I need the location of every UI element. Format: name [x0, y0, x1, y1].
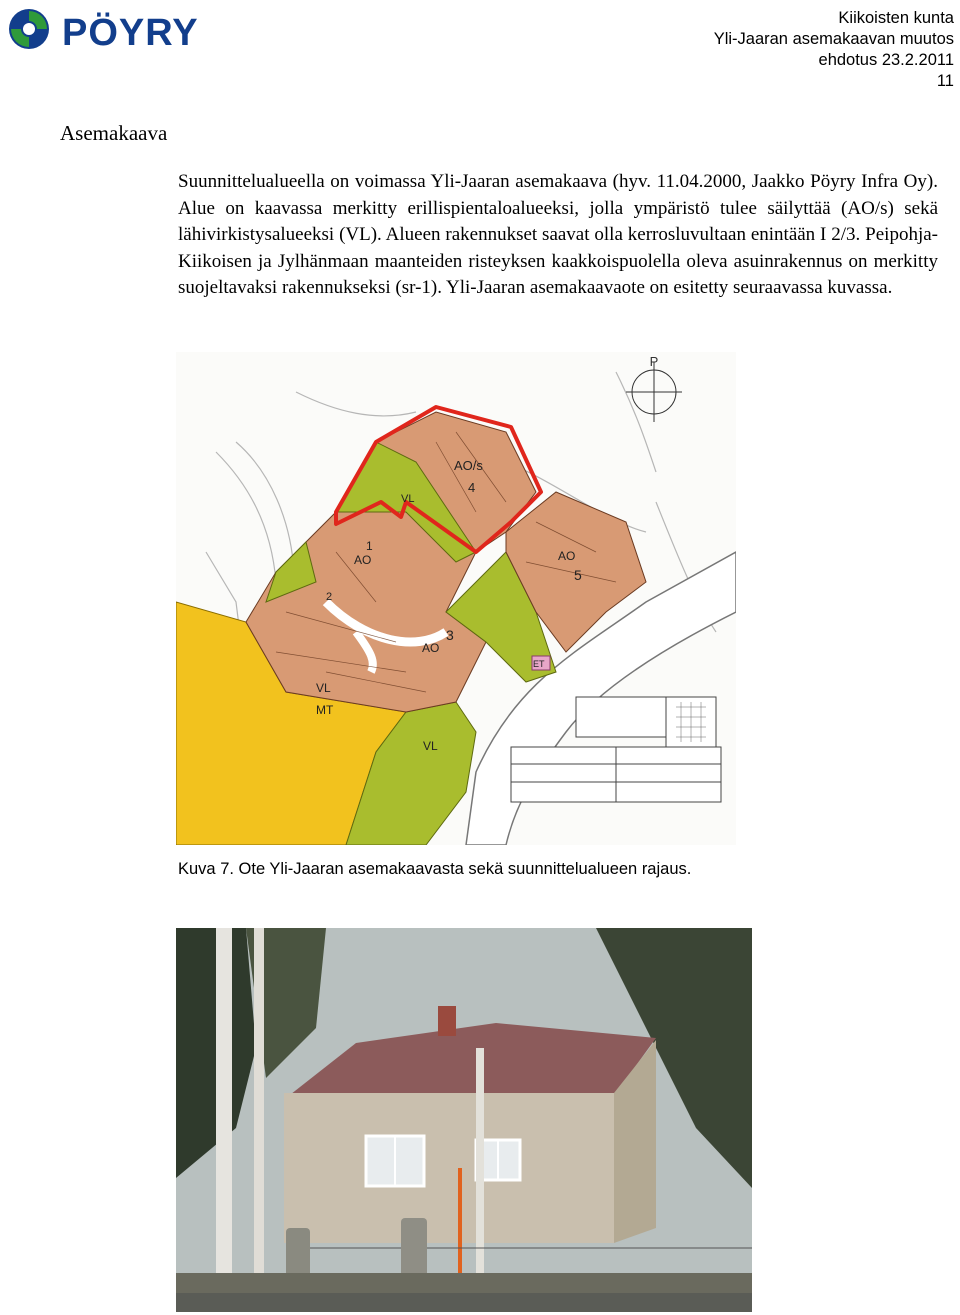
section-heading: Asemakaava [60, 121, 168, 145]
label-ao-south: AO [422, 641, 440, 655]
label-block-4: 4 [468, 480, 476, 495]
figure-caption: Kuva 7. Ote Yli-Jaaran asemakaavasta sekä suunnittelualueen rajaus. [178, 860, 692, 878]
zoning-plan-map [176, 352, 736, 845]
label-et: ET [533, 659, 545, 669]
body-paragraph: Suunnittelualueella on voimassa Yli-Jaaran asemakaava (hyv. 11.04.2000, Jaakko Pöyry Infra Oy). Alue on kaavassa merkitty erillispientaloalueeksi, jolla ympäristö tulee säilyttää (AO/s) sekä lähivirkistysalueeksi (VL). Alueen rakennukset saavat olla kerrosluvultaan enintään I 2/3. Peipohja-Kiikoisen ja Jylhänmaan maanteiden risteyksen kaakkoispuolella oleva asuinrakennus on merkitty suojeltavaksi rakennukseksi (sr-1). Yli-Jaaran asemakaavaote on esitetty seuraavassa kuvassa. [178, 171, 938, 299]
label-ao-s: AO/s [454, 458, 483, 473]
header-project: Yli-Jaaran asemakaavan muutos [713, 30, 954, 48]
document-header [714, 8, 954, 92]
page-number: 11 [936, 72, 954, 90]
logo-wordmark: PÖYRY [62, 12, 199, 52]
label-ao-west: AO [354, 553, 372, 567]
house-photo [176, 928, 752, 1312]
label-block-2: 2 [326, 591, 333, 603]
label-mt: MT [316, 703, 334, 717]
label-vl-southeast: VL [423, 739, 438, 753]
label-block-5: 5 [574, 567, 582, 583]
label-vl-north: VL [401, 493, 415, 505]
svg-text:P: P [649, 354, 659, 369]
label-block-3: 3 [446, 627, 454, 643]
label-ao-east: AO [558, 549, 576, 563]
header-municipality: Kiikoisten kunta [838, 9, 954, 27]
poyry-logo [6, 6, 246, 52]
house-wall [284, 1093, 614, 1243]
label-block-1: 1 [366, 539, 373, 553]
header-date: ehdotus 23.2.2011 [818, 51, 954, 69]
label-vl-south: VL [316, 681, 331, 695]
